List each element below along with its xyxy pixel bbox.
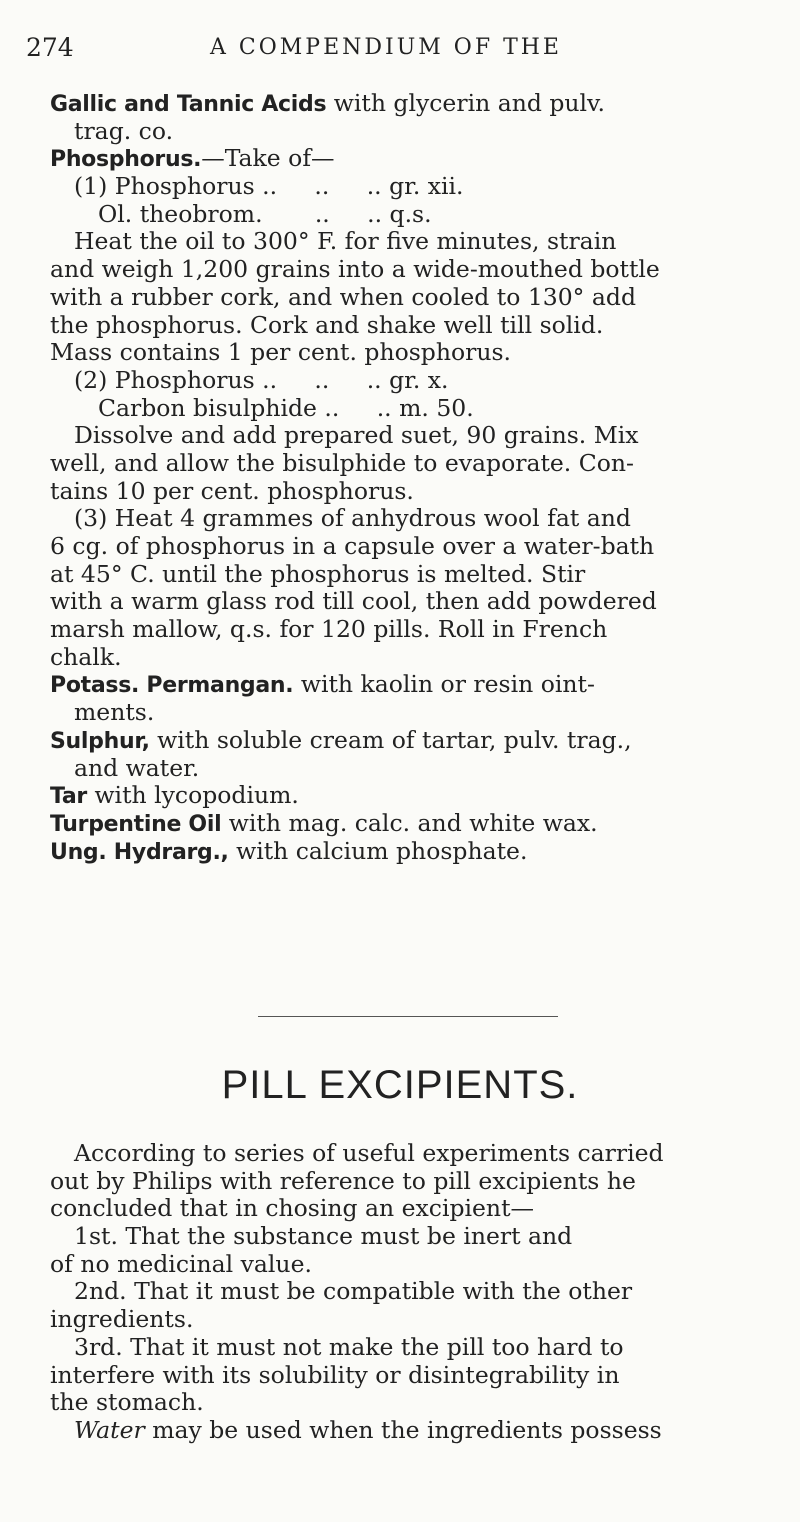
section-divider xyxy=(258,1016,558,1017)
text-line: Dissolve and add prepared suet, 90 grains. Mix xyxy=(74,421,639,450)
formula-line: (1) Phosphorus .. .. .. gr. xii. xyxy=(74,172,464,201)
text-line: According to series of useful experiments carried xyxy=(74,1139,664,1167)
entry-heading: Sulphur, xyxy=(50,728,150,754)
entry-heading: Gallic and Tannic Acids xyxy=(50,92,327,117)
text-line: chalk. xyxy=(50,642,122,671)
text-rest: may be used when the ingredients possess xyxy=(144,1415,662,1444)
page-header xyxy=(0,33,800,69)
text-line: at 45° C. until the phosphorus is melted. Stir xyxy=(50,559,586,588)
text-line: Mass contains 1 per cent. phosphorus. xyxy=(50,338,512,367)
text-line: 2nd. That it must be compatible with the other xyxy=(74,1277,633,1306)
text-line: 6 cg. of phosphorus in a capsule over a water-bath xyxy=(50,532,655,560)
text-line: of no medicinal value. xyxy=(50,1249,312,1278)
text-line: tains 10 per cent. phosphorus. xyxy=(50,476,414,505)
text-line: interfere with its solubility or disintegrability in xyxy=(50,1360,620,1389)
entry-heading: Phosphorus. xyxy=(50,147,202,173)
text-line: marsh mallow, q.s. for 120 pills. Roll in French xyxy=(50,615,608,644)
section-text xyxy=(50,1140,780,1445)
entry-text: —Take of— xyxy=(201,144,335,173)
entry-tar xyxy=(50,782,780,810)
entry-sulphur xyxy=(50,727,780,755)
text-line: (3) Heat 4 grammes of anhydrous wool fat and xyxy=(74,504,631,533)
text-line: concluded that in chosing an excipient— xyxy=(50,1194,535,1223)
entry-turpentine xyxy=(50,810,780,838)
text-line xyxy=(50,1417,780,1445)
entry-continuation: trag. co. xyxy=(74,116,174,145)
section-title: PILL EXCIPIENTS. xyxy=(221,1063,579,1107)
text-line: well, and allow the bisulphide to evaporate. Con- xyxy=(50,448,634,477)
entry-ung xyxy=(50,838,780,866)
entry-heading: Potass. Permangan. xyxy=(50,673,294,699)
entry-heading: Tar xyxy=(50,784,87,810)
entry-heading: Ung. Hydrarg., xyxy=(50,839,229,865)
entry-text: with lycopodium. xyxy=(86,781,299,810)
entry-continuation: and water. xyxy=(74,753,200,782)
entry-heading: Turpentine Oil xyxy=(50,811,222,837)
text-line: and weigh 1,200 grains into a wide-mouthed bottle xyxy=(50,255,660,284)
page-number: 274 xyxy=(26,33,74,62)
text-line: Heat the oil to 300° F. for five minutes, strain xyxy=(74,227,617,256)
text-line: the stomach. xyxy=(50,1388,204,1417)
running-title: A COMPENDIUM OF THE xyxy=(210,35,562,60)
formula-line: (2) Phosphorus .. .. .. gr. x. xyxy=(74,365,449,394)
text-line: with a warm glass rod till cool, then add powdered xyxy=(50,587,657,616)
text-line: ingredients. xyxy=(50,1305,194,1334)
text-line: out by Philips with reference to pill excipients he xyxy=(50,1166,636,1195)
entry-text: with soluble cream of tartar, pulv. trag., xyxy=(149,725,632,754)
formula-line: Ol. theobrom. .. .. q.s. xyxy=(98,199,432,228)
entry-text: with calcium phosphate. xyxy=(228,836,528,865)
entry-text: with kaolin or resin oint- xyxy=(293,670,595,699)
entry-continuation: ments. xyxy=(74,698,155,727)
text-line: with a rubber cork, and when cooled to 130° add xyxy=(50,282,636,311)
entry-text: with mag. calc. and white wax. xyxy=(221,808,598,837)
text-line: 1st. That the substance must be inert and xyxy=(74,1222,573,1251)
text-line: 3rd. That it must not make the pill too hard to xyxy=(74,1332,624,1361)
formulary-text xyxy=(50,90,780,865)
entry-phosphorus xyxy=(50,145,780,173)
entry-potass xyxy=(50,671,780,699)
entry-gallic xyxy=(50,90,780,118)
entry-text: with glycerin and pulv. xyxy=(326,89,605,117)
italic-word: Water xyxy=(74,1415,145,1444)
text-line: the phosphorus. Cork and shake well till solid. xyxy=(50,310,604,339)
formula-line: Carbon bisulphide .. .. m. 50. xyxy=(98,393,474,422)
